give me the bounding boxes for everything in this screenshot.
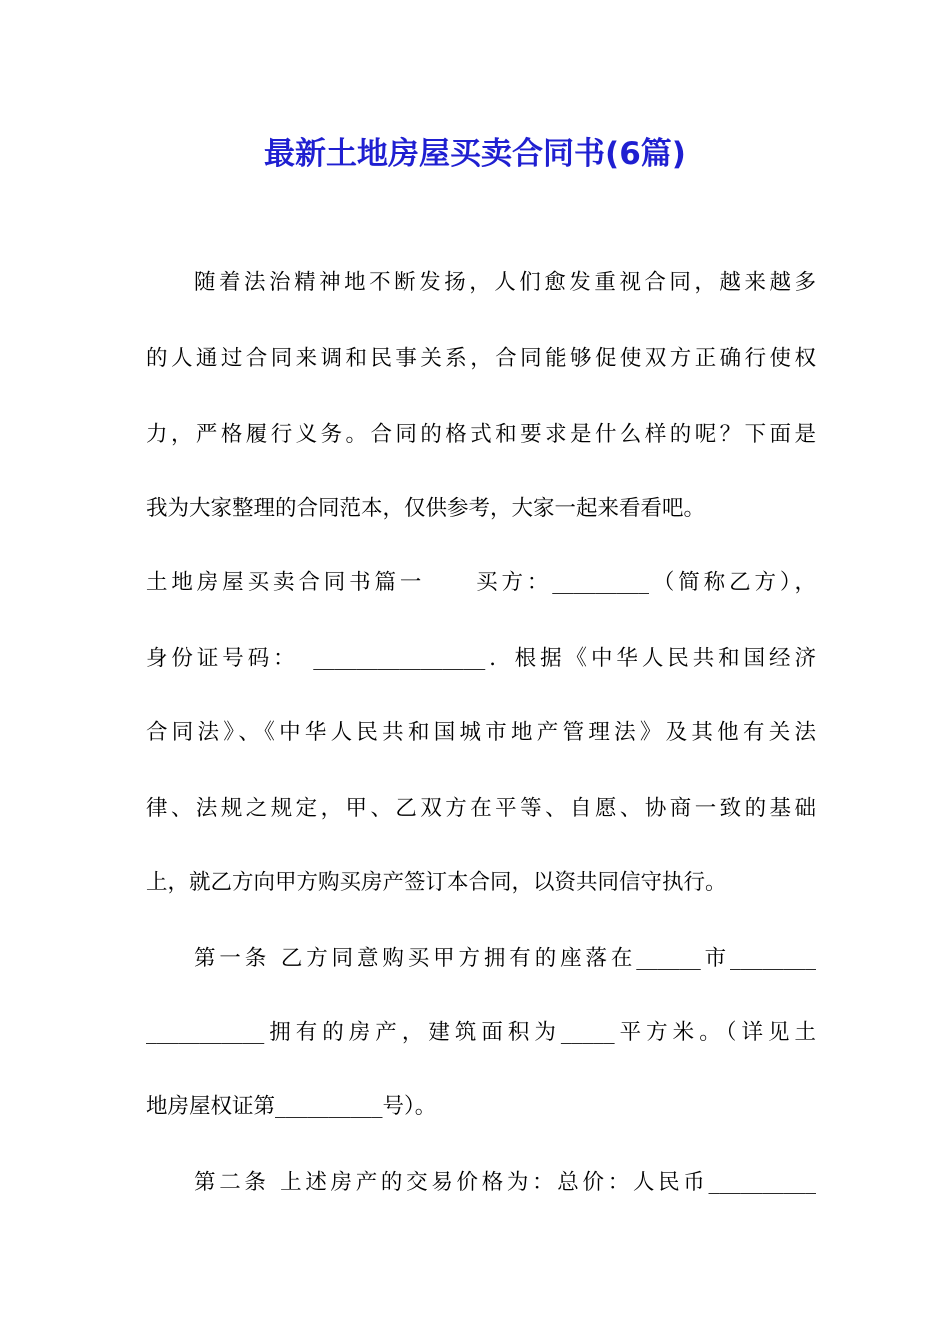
- article-line: ___________拥有的房产，建筑面积为_____平方米。（详见土: [146, 1020, 816, 1045]
- paragraph-line: 随着法治精神地不断发扬，人们愈发重视合同，越来越多: [194, 270, 816, 295]
- paragraph-line: 力，严格履行义务。合同的格式和要求是什么样的呢？下面是: [146, 422, 816, 447]
- paragraph-line: 上，就乙方向甲方购买房产签订本合同，以资共同信守执行。: [146, 870, 727, 895]
- paragraph-line: 律、法规之规定，甲、乙双方在平等、自愿、协商一致的基础: [146, 796, 816, 821]
- article-line: 第二条 上述房产的交易价格为：总价：人民币__________: [194, 1170, 816, 1195]
- paragraph-line: 合同法》、《中华人民共和国城市地产管理法》及其他有关法: [146, 720, 816, 745]
- paragraph-line: 土地房屋买卖合同书篇一 买方：_________（简称乙方），: [146, 570, 816, 595]
- paragraph-line: 我为大家整理的合同范本，仅供参考，大家一起来看看吧。: [146, 496, 706, 521]
- document-title: 最新土地房屋买卖合同书(6篇): [264, 136, 686, 172]
- article-line: 第一条 乙方同意购买甲方拥有的座落在______市________: [194, 946, 816, 971]
- article-line: 地房屋权证第__________号）。: [146, 1094, 437, 1119]
- paragraph-line: 身份证号码： ________________．根据《中华人民共和国经济: [146, 646, 816, 671]
- paragraph-line: 的人通过合同来调和民事关系，合同能够促使双方正确行使权: [146, 346, 816, 371]
